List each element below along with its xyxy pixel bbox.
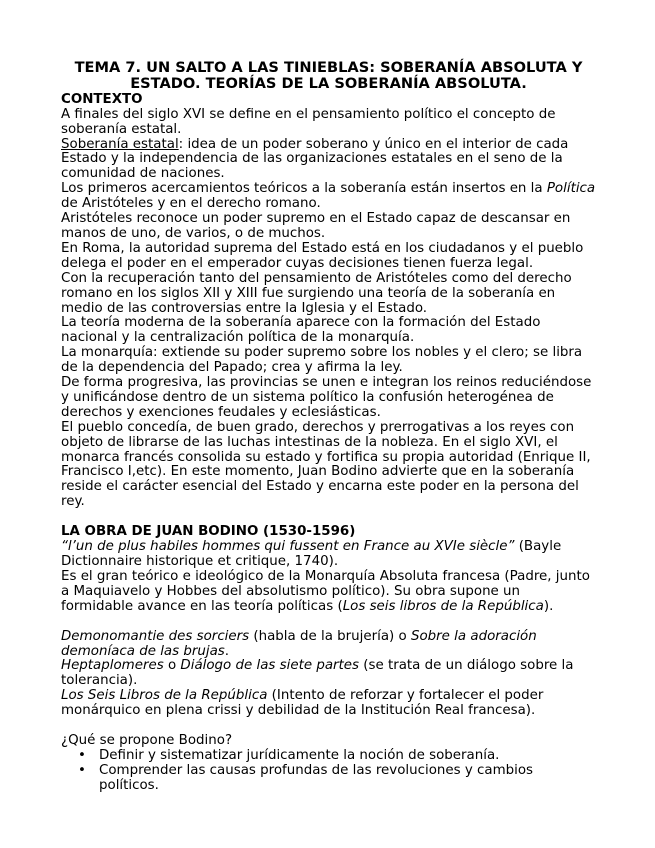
quote-paragraph [61,540,596,570]
bullet-icon: • [78,747,86,763]
bullet-list [61,749,596,794]
work-text: . [224,643,230,659]
spacer [61,719,596,734]
list-item [61,764,596,794]
italic-title-politica: Política [546,181,596,197]
list-item-text: Comprender las causas profundas de las revoluciones y cambios políticos. [99,762,534,793]
work-text: (Intento de reforzar y fortalecer el poder monárquico en plena crissi y debilidad de la Institución Real francesa). [61,688,544,719]
paragraph-text: ). [543,598,554,614]
list-item-text: Definir y sistematizar jurídicamente la noción de soberanía. [99,747,500,763]
document-title: TEMA 7. UN SALTO A LAS TINIEBLAS: SOBERANÍA ABSOLUTA Y ESTADO. TEORÍAS DE LA SOBERANÍA ABSOLUTA. [74,59,583,93]
paragraph: Con la recuperación tanto del pensamiento de Aristóteles como del derecho romano en los siglos XII y XIII fue surgiendo una teoría de la soberanía en medio de las controversias entre la Iglesia y el Estado. [61,270,572,316]
work-title: Sobre la adoración demoníaca de las brujas [61,628,537,659]
work-entry [61,689,596,719]
paragraph: La teoría moderna de la soberanía aparece con la formación del Estado nacional y la centralización política de la monarquía. [61,315,541,346]
paragraph-text: Los primeros acercamientos teóricos a la soberanía están insertos en la [61,181,547,197]
paragraph [61,182,596,212]
paragraph-text: de Aristóteles y en el derecho romano. [61,196,321,212]
paragraph [61,138,596,183]
paragraph-text: Es el gran teórico e ideológico de la Monarquía Absoluta francesa (Padre, junto a Maquiavelo y Hobbes del absolutismo político). Su obra supone un formidable avance en las teoría políticas ( [61,568,590,614]
work-entry [61,630,596,660]
paragraph: A finales del siglo XVI se define en el pensamiento político el concepto de soberanía estatal. [61,106,556,137]
document-page [61,60,596,794]
work-entry [61,659,596,689]
quote-source: (Bayle Dictionnaire historique et critique, 1740). [61,539,562,569]
work-title: Heptaplomeres [61,658,164,674]
term-soberania-estatal: Soberanía estatal [61,136,179,152]
paragraph: Aristóteles reconoce un poder supremo en el Estado capaz de descansar en manos de uno, de varios, o de muchos. [61,211,571,241]
paragraph: De forma progresiva, las provincias se unen e integran los reinos reduciéndose y unificándose dentro de un sistema político la confusión heterogénea de derechos y exenciones feudales y eclesiásticas. [61,375,592,420]
section-heading-obra: LA OBRA DE JUAN BODINO (1530-1596) [61,524,356,540]
work-text: (habla de la brujería) o [249,628,411,644]
list-item [61,749,596,764]
question: ¿Qué se propone Bodino? [61,733,233,749]
bullet-icon: • [78,762,86,778]
work-title: Los Seis Libros de la República [61,688,268,704]
work-text: (se trata de un diálogo sobre la tolerancia). [61,658,574,689]
work-title: Demonomantie des sorciers [61,628,250,644]
italic-title-republica: Los seis libros de la República [342,598,544,614]
paragraph: El pueblo concedía, de buen grado, derechos y prerrogativas a los reyes con objeto de librarse de las luchas intestinas de la nobleza. En el siglo XVI, el monarca francés consolida su estado y fortifica su propia autoridad (Enrique II, Francisco I,etc). En este momento, Juan Bodino advierte que en la soberanía reside el carácter esencial del Estado y encarna este poder en la persona del rey. [61,419,591,510]
spacer [61,615,596,630]
section-heading-contexto: CONTEXTO [61,91,143,107]
paragraph-text: : idea de un poder soberano y único en el interior de cada Estado y la independencia de las organizaciones estatales en el seno de la comunidad de naciones. [61,136,569,182]
work-text: o [163,658,181,674]
paragraph: La monarquía: extiende su poder supremo sobre los nobles y el clero; se libra de la dependencia del Papado; crea y afirma la ley. [61,345,583,376]
spacer [61,510,596,525]
paragraph: En Roma, la autoridad suprema del Estado está en los ciudadanos y el pueblo delega el poder en el emperador cuyas decisiones tienen fuerza legal. [61,240,584,271]
paragraph [61,570,596,615]
work-title: Diálogo de las siete partes [180,658,360,674]
quote-text: “l’un de plus habiles hommes qui fussent en France au XVIe siècle” [61,539,515,555]
